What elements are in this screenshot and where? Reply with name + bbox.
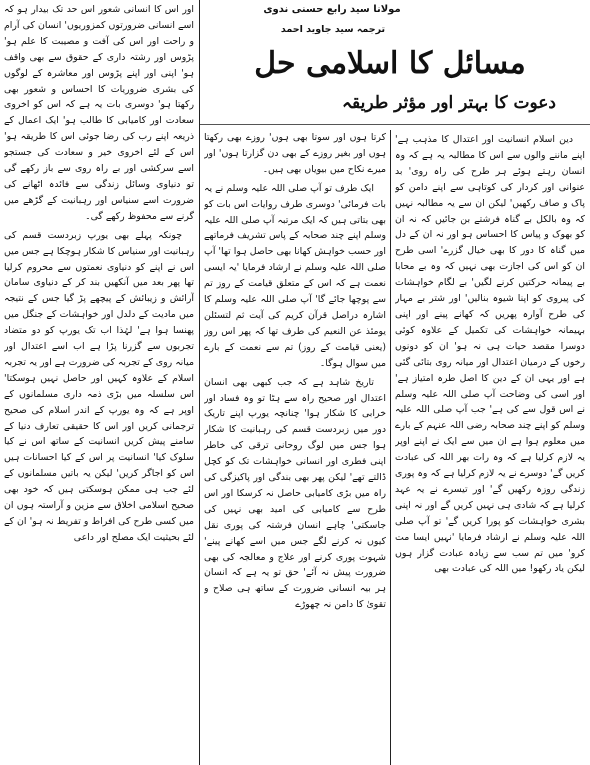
paragraph: ایک طرف تو آپ صلی اللہ علیہ وسلم نے یہ بات فرمائی' دوسری طرف روایات اس بات کو بھی بتاتی ہیں کہ ایک مرتبہ آپ صلی اللہ علیہ وسلم اپنے چند صحابہ کے پاس تشریف فرماتھے اور حسب خواہش کھانا بھی حاصل ہوا تھا' آپ صلی اللہ علیہ وسلم نے ارشاد فرمایا 'یہ ایسی نعمت ہے کہ اس کے متعلق قیامت کے روز تم سے پوچھا جائے گا' آپ صلی اللہ علیہ وسلم کا اشارہ دراصل قرآن کریم کی آیت ثم لتسئلن یومئذ عن النعیم کی طرف تھا کہ پھر اس روز (یعنی قیامت کے روز) تم سے نعمت کے بارے میں سوال ہوگا۔ (204, 182, 386, 369)
article-subtitle: دعوت کا بہتر اور مؤثر طریقہ (342, 93, 556, 113)
paragraph: دین اسلام انسانیت اور اعتدال کا مذہب ہے' اپنے ماننے والوں سے اس کا مطالبہ یہ ہے کہ وہ انسان رہتے ہوئے ہر طرح کی راہ روی' بد عنوانی اور کردار کی کوتاہی سے اپنے دامن کو پاک و صاف رکھیں' لیکن ان سے یہ مطالبہ نہیں کہ وہ بالکل بے گناہ فرشتے بن جائیں کہ نہ ان کو بھوک و پیاس کا احساس ہو اور نہ ان کے دل میں گناہ کا دور کا بھی خیال گزرے' اسی طرح ان کو اس کی اجازت بھی نہیں کہ وہ بے محابا بے پیمانہ حرکتیں کرنے لگیں' بے لگام خواہشات کی پیروی کو اپنا شیوہ بنالیں' اور شتر بے مہار کی طرح آوارہ پھریں کہ کھانے پینے اور اپنی بہیمانہ خواہشات کی تکمیل کے علاوہ کوئی دوسرا مقصد حیات ہی نہ ہو' ان کو دونوں رخوں کے درمیان اعتدال اور میانہ روی بتائی گئی ہے اور یہی ان کے دین کا اصل طرہ امتیاز ہے' اور اسی کی وضاحت آپ صلی اللہ علیہ وسلم نے اس قول سے کی ہے' جب آپ صلی اللہ علیہ وسلم کو اپنے چند صحابہ رضی اللہ عنہم کے بارے میں معلوم ہوا ہے ان میں سے ایک نے اپنے اوپر یہ لازم کرلیا ہے کہ وہ رات بھر اللہ کی عبادت کریں گے' دوسرے نے یہ لازم کرلیا ہے کہ وہ پوری زندگی روزہ رکھیں گے' اور تیسرے نے یہ عہد کرلیا ہے کہ شادی ہی نہیں کریں گے اور نہ اپنی بشری خواہشات کو پورا کریں گے' تو آپ صلی اللہ علیہ وسلم نے ارشاد فرمایا 'نہیں ایسا مت کرو' میں تم سب سے زیادہ عبادت گزار ہوں لیکن یاد رکھو! میں اللہ کی عبادت بھی (395, 134, 585, 575)
column-right (395, 132, 585, 762)
header-divider (200, 124, 590, 125)
author-name: مولانا سید رابع حسنی ندوی (263, 4, 401, 15)
column-divider-right (390, 130, 391, 765)
paragraph: کرتا ہوں اور سوتا بھی ہوں' روزے بھی رکھتا ہوں اور بغیر روزے کے بھی دن گزارتا ہوں' اور میرے نکاح میں بیویاں بھی ہیں۔ (204, 132, 386, 175)
article-title: مسائل کا اسلامی حل (254, 46, 526, 81)
paragraph: اور اس کا انسانی شعور اس حد تک بیدار ہو کہ اسے انسانی ضرورتوں کمزوریوں' انسان کی آرام و راحت اور اس کی آفت و مصیبت کا علم ہو' پڑوس اور رشتہ داری کے حقوق سے بھی واقف ہو' اپنی اور اپنے پڑوس اور معاشرہ کے لوگوں کی بشری ضروریات کا احساس و شعور بھی رکھتا ہو' دوسری بات یہ ہے کہ اس کو اخروی سعادت اور کامیابی کا طالب ہو' ایک اعمال کے ذریعہ اپنے رب کی رضا جوئی اس کا طریقہ ہو' اس کے لئے اخروی خیر و سعادت کی جستجو اسے سرکشی اور بے راہ روی سے باز رکھے گی تو دنیاوی وسائل زندگی سے فائدہ اٹھانے کی ضرورت اسے سنیاس اور رہبانیت کے گڑھے میں گرنے سے محفوظ رکھے گی۔ (4, 4, 194, 222)
paragraph: چونکہ پہلے بھی یورپ زبردست قسم کی رہبانیت اور سنیاس کا شکار ہوچکا ہے جس میں اس نے اپنے کو دنیاوی نعمتوں سے محروم کرلیا تھا پھر بعد میں آنکھیں بند کر کے دنیاوی سامان آرائش و زیبائش کے پیچھے پڑ گیا جس کے نتیجہ میں مادیت کے دلدل اور خواہشات کے جنگل میں پھنسا ہوا ہے' لہٰذا اب تک یورپ کو دو متضاد تجربوں سے گزرنا پڑا ہے اب اسے اعتدال اور میانہ روی کے تجربہ کی ضرورت ہے اور یہ تجربہ اسلام کے علاوہ کہیں اور حاصل نہیں ہوسکتا' اس سلسلہ میں بڑی ذمہ داری مسلمانوں کے اوپر ہے کہ وہ یورپ کے اندر اسلام کی صحیح ترجمانی کریں اور اس کا حقیقی تعارف دنیا کے سامنے پیش کریں انسانیت کے ساتھ اس نے کیا سلوک کیا' انسانیت پر اس کے کیا احسانات ہیں اس کو اجاگر کریں' لیکن یہ باتیں مسلمانوں کے لئے جب ہی ممکن ہوسکتی ہیں کہ خود بھی صحیح اسلامی اخلاق سے مزین و آراستہ ہوں ان میں کسی طرح کی افراط و تفریط نہ ہو' ان کے لئے بحیثیت ایک مصلح اور داعی (4, 229, 194, 543)
column-divider-left (199, 0, 200, 765)
column-middle (204, 130, 386, 762)
translator-name: ترجمہ سید جاوید احمد (280, 24, 386, 35)
paragraph: تاریخ شاہد ہے کہ جب کبھی بھی انسان اعتدال اور صحیح راہ سے ہٹا تو وہ فساد اور خرابی کا شکار ہوا' چنانچہ یورپ اپنے تاریک دور میں زبردست قسم کی رہبانیت کا شکار ہوا جس میں لوگ روحانی ترقی کی خاطر اپنی فطری اور انسانی خواہشات تک کو کچل ڈالتے تھے' لیکن پھر بھی بندگی اور پاکیزگی کی راہ میں بڑی کامیابی حاصل نہ کرسکا اور اس طرح سے کامیابی کی امید بھی نہیں کی جاسکتی' چاہے انسان فرشتہ کی پوری نقل کیوں نہ کرنے لگے جس میں اسے کھانے پینے' شہوت پوری کرنے اور علاج و معالجہ کی بھی ضرورت پیش نہ آئے' حق تو یہ ہے کہ انسان ہر بیہ انسانی ضرورت کے ساتھ ہی صلاح و تقویٰ کا دامن نہ چھوڑے (204, 376, 386, 611)
column-left (4, 2, 194, 762)
